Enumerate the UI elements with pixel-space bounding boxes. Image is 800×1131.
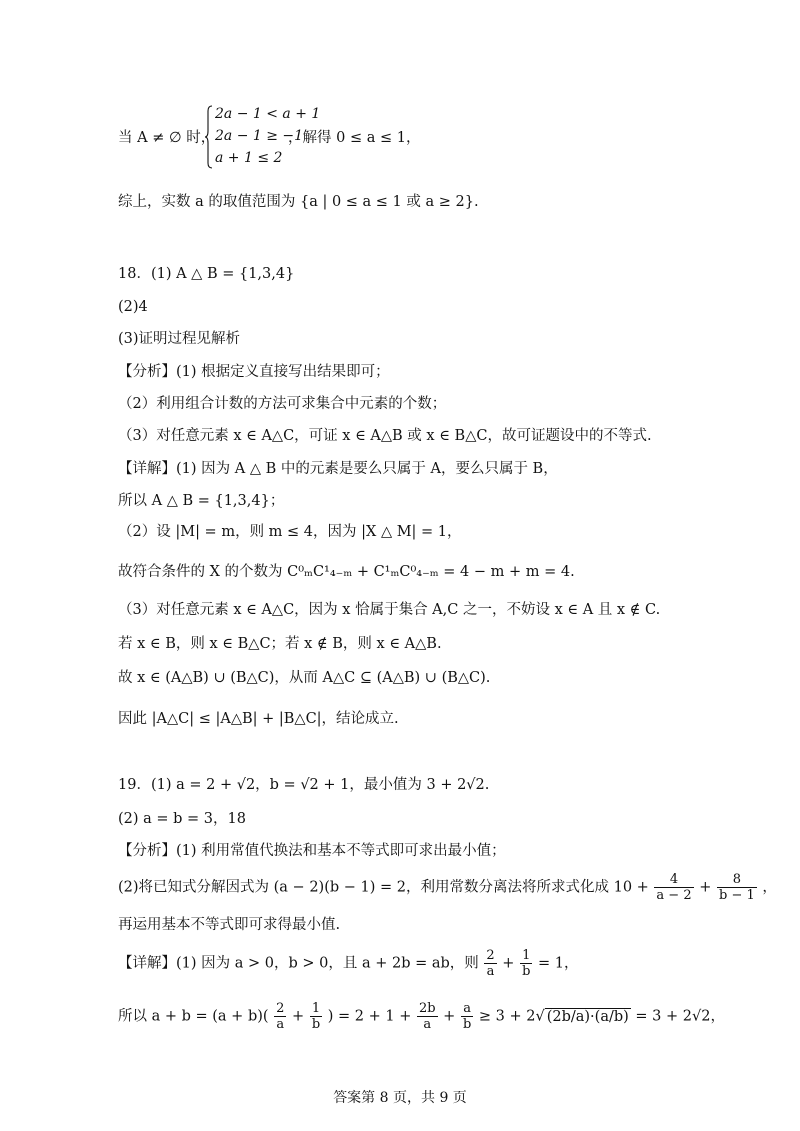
denominator: a − 2	[656, 888, 692, 903]
fraction	[654, 872, 693, 903]
q19-answer-2: (2) a = b = 3，18	[118, 811, 246, 827]
plus-sign: +	[699, 879, 712, 896]
line-conclusion: 综上，实数 a 的取值范围为 {a | 0 ≤ a ≤ 1 或 a ≥ 2}.	[118, 194, 479, 210]
q18-answer-3: (3)证明过程见解析	[118, 331, 241, 347]
q18-detail-8: 因此 |A△C| ≤ |A△B| + |B△C|，结论成立.	[118, 711, 399, 727]
fraction	[310, 1001, 322, 1032]
denominator: b − 1	[718, 888, 755, 903]
line-text: 所以 a + b = (a + b)(	[118, 1008, 269, 1025]
fraction	[520, 948, 532, 979]
line-text: 当 A ≠ ∅ 时，	[118, 130, 216, 146]
fraction	[484, 948, 496, 979]
q18-analysis-3: （3）对任意元素 x ∈ A△C，可证 x ∈ A△B 或 x ∈ B△C，故可证题设中的不等式.	[118, 428, 652, 444]
numerator: 2	[486, 948, 495, 963]
fraction	[417, 1001, 438, 1032]
plus-sign: +	[292, 1008, 305, 1025]
q18-detail-5: （3）对任意元素 x ∈ A△C，因为 x 恰属于集合 A,C 之一，不妨设 x ∈ A 且 x ∉ C.	[118, 602, 661, 618]
denominator: b	[522, 964, 531, 979]
q19-analysis-3: 再运用基本不等式即可求得最小值.	[118, 917, 341, 933]
q18-detail-3: （2）设 |M| = m，则 m ≤ 4，因为 |X △ M| = 1，	[118, 524, 462, 540]
line-text: ) = 2 + 1 +	[327, 1008, 412, 1025]
q18-answer-2: (2)4	[118, 299, 148, 315]
q19-detail-1	[118, 948, 578, 979]
q18-analysis-2: （2）利用组合计数的方法可求集合中元素的个数；	[118, 396, 447, 412]
numerator: 8	[717, 872, 757, 888]
fraction	[717, 872, 757, 903]
numerator: 1	[520, 948, 532, 964]
q19-detail-2	[118, 1001, 725, 1032]
system-row-3: a + 1 ≤ 2	[215, 150, 283, 166]
numerator: a	[461, 1001, 473, 1017]
q18-detail-7: 故 x ∈ (A△B) ∪ (B△C)，从而 A△C ⊆ (A△B) ∪ (B△C).	[118, 670, 491, 686]
fraction	[461, 1001, 473, 1032]
numerator: 1	[310, 1001, 322, 1017]
plus-sign: +	[443, 1008, 456, 1025]
numerator: 4	[654, 872, 693, 888]
system-row-2: 2a − 1 ≥ −1	[215, 128, 304, 144]
denominator: b	[311, 1017, 321, 1032]
radicand: (2b/a)·(a/b)	[546, 1008, 629, 1025]
system-row-1: 2a − 1 < a + 1	[215, 106, 321, 122]
numerator: 2b	[418, 1001, 436, 1016]
plus-sign: +	[502, 955, 515, 972]
line-text: ≥ 3 + 2√	[478, 1008, 545, 1025]
q19-analysis-2	[118, 872, 777, 903]
line-text: ，	[762, 879, 777, 896]
line-A-nonempty	[118, 128, 215, 148]
denominator: a	[423, 1017, 432, 1032]
q19-answer-1: 19．(1) a = 2 + √2，b = √2 + 1，最小值为 3 + 2√2.	[118, 777, 490, 793]
line-text: = 1，	[538, 955, 579, 972]
inequality-system	[205, 105, 321, 169]
denominator: a	[486, 964, 495, 979]
denominator: b	[462, 1017, 472, 1032]
line-text: = 3 + 2√2，	[635, 1008, 725, 1025]
q18-detail-4: 故符合条件的 X 的个数为 C⁰ₘC¹₄₋ₘ + C¹ₘC⁰₄₋ₘ = 4 − m + m = 4.	[118, 564, 575, 580]
q18-analysis-1: 【分析】(1) 根据定义直接写出结果即可；	[118, 364, 390, 380]
page-footer: 答案第 8 页，共 9 页	[333, 1090, 467, 1106]
q18-detail-1: 【详解】(1) 因为 A △ B 中的元素是要么只属于 A，要么只属于 B，	[118, 461, 558, 477]
denominator: a	[276, 1017, 285, 1032]
q19-analysis-1: 【分析】(1) 利用常值代换法和基本不等式即可求出最小值；	[118, 843, 506, 859]
numerator: 2	[276, 1001, 285, 1016]
left-brace	[205, 105, 213, 169]
fraction	[274, 1001, 286, 1032]
line-solution: ，解得 0 ≤ a ≤ 1，	[288, 130, 421, 146]
q18-detail-6: 若 x ∈ B，则 x ∈ B△C；若 x ∉ B，则 x ∈ A△B.	[118, 636, 442, 652]
line-text: (2)将已知式分解因式为 (a − 2)(b − 1) = 2，利用常数分离法将所求式化成 10 +	[118, 879, 649, 896]
q18-detail-2: 所以 A △ B = {1,3,4}；	[118, 493, 285, 509]
q18-answer-1: 18．(1) A △ B = {1,3,4}	[118, 266, 295, 282]
line-text: 【详解】(1) 因为 a > 0，b > 0，且 a + 2b = ab，则	[118, 955, 479, 972]
